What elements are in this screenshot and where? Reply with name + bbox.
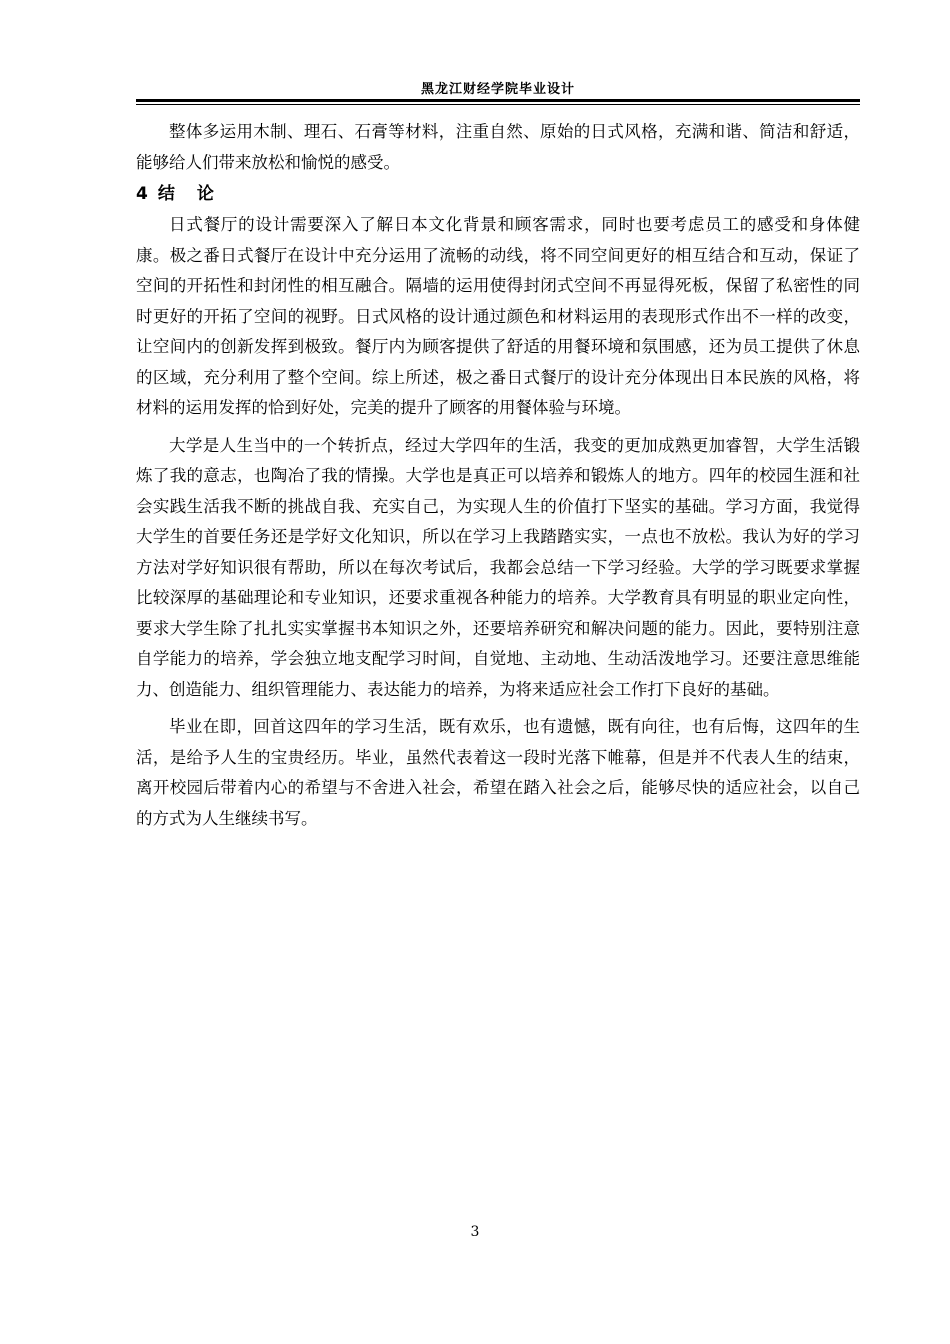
section-number: 4 [136, 184, 150, 204]
page-number: 3 [470, 1224, 480, 1240]
section-heading [136, 178, 860, 210]
header-rule-thick [136, 99, 860, 102]
document-body [136, 117, 860, 834]
header-rule-thin [136, 104, 860, 105]
paragraph-conclusion: 日式餐厅的设计需要深入了解日本文化背景和顾客需求，同时也要考虑员工的感受和身体健康。极之番日式餐厅在设计中充分运用了流畅的动线，将不同空间更好的相互结合和互动，保证了空间的开拓性和封闭性的相互融合。隔墙的运用使得封闭式空间不再显得死板，保留了私密性的同时更好的开拓了空间的视野。日式风格的设计通过颜色和材料运用的表现形式作出不一样的改变，让空间内的创新发挥到极致。餐厅内为顾客提供了舒适的用餐环境和氛围感，还为员工提供了休息的区域，充分利用了整个空间。综上所述，极之番日式餐厅的设计充分体现出日本民族的风格，将材料的运用发挥的恰到好处，完美的提升了顾客的用餐体验与环境。 [136, 215, 860, 417]
paragraph-graduation: 毕业在即，回首这四年的学习生活，既有欢乐，也有遗憾，既有向往，也有后悔，这四年的生活，是给予人生的宝贵经历。毕业，虽然代表着这一段时光落下帷幕，但是并不代表人生的结束，离开校园后带着内心的希望与不舍进入社会，希望在踏入社会之后，能够尽快的适应社会，以自己的方式为人生继续书写。 [136, 717, 860, 828]
page-header: 黑龙江财经学院毕业设计 [420, 82, 575, 97]
section-title: 结论 [157, 184, 236, 204]
paragraph-university: 大学是人生当中的一个转折点，经过大学四年的生活，我变的更加成熟更加睿智，大学生活锻炼了我的意志，也陶冶了我的情操。大学也是真正可以培养和锻炼人的地方。四年的校园生涯和社会实践生活我不断的挑战自我、充实自己，为实现人生的价值打下坚实的基础。学习方面，我觉得大学生的首要任务还是学好文化知识，所以在学习上我踏踏实实，一点也不放松。我认为好的学习方法对学好知识很有帮助，所以在每次考试后，我都会总结一下学习经验。大学的学习既要求掌握比较深厚的基础理论和专业知识，还要求重视各种能力的培养。大学教育具有明显的职业定向性，要求大学生除了扎扎实实掌握书本知识之外，还要培养研究和解决问题的能力。因此，要特别注意自学能力的培养，学会独立地支配学习时间，自觉地、主动地、生动活泼地学习。还要注意思维能力、创造能力、组织管理能力、表达能力的培养，为将来适应社会工作打下良好的基础。 [136, 435, 860, 699]
paragraph-materials: 整体多运用木制、理石、石膏等材料，注重自然、原始的日式风格，充满和谐、简洁和舒适，能够给人们带来放松和愉悦的感受。 [136, 122, 860, 172]
